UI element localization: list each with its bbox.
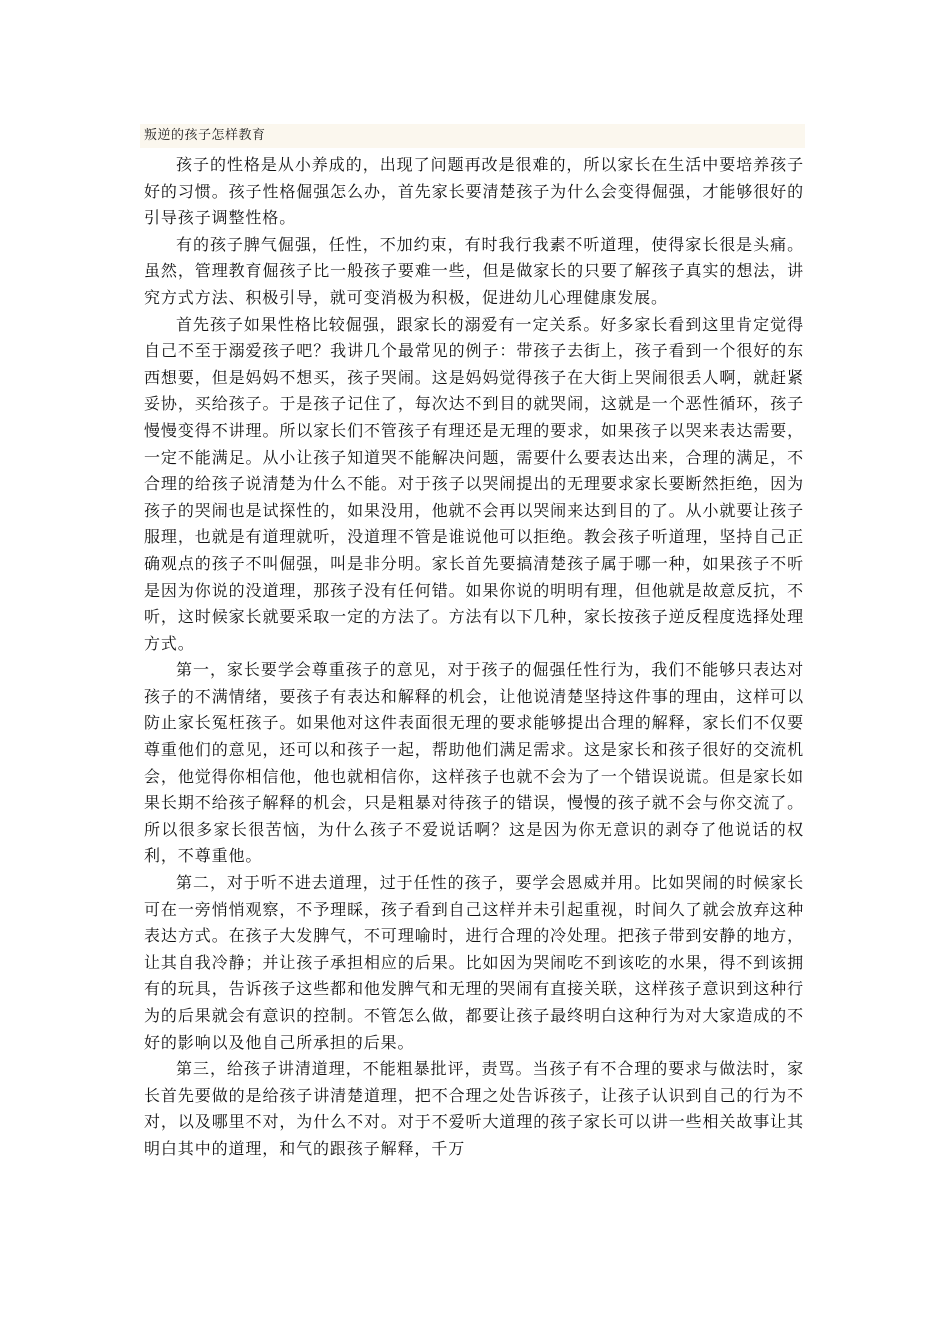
paragraph-method-three: 第三，给孩子讲清道理，不能粗暴批评，责骂。当孩子有不合理的要求与做法时，家长首先要做的是给孩子讲清楚道理，把不合理之处告诉孩子，让孩子认识到自己的行为不对，以及哪里不对，为什么不对。对于不爱听大道理的孩子家长可以讲一些相关故事让其明白其中的道理，和气的跟孩子解释，千万 xyxy=(144,1059,804,1158)
document-body xyxy=(144,152,804,1163)
paragraph-method-one: 第一，家长要学会尊重孩子的意见，对于孩子的倔强任性行为，我们不能够只表达对孩子的不满情绪，要孩子有表达和解释的机会，让他说清楚坚持这件事的理由，这样可以防止家长冤枉孩子。如果他对这件表面很无理的要求能够提出合理的解释，家长们不仅要尊重他们的意见，还可以和孩子一起，帮助他们满足需求。这是家长和孩子很好的交流机会，他觉得你相信他，他也就相信你，这样孩子也就不会为了一个错误说谎。但是家长如果长期不给孩子解释的机会，只是粗暴对待孩子的错误，慢慢的孩子就不会与你交流了。所以很多家长很苦恼，为什么孩子不爱说话啊？这是因为你无意识的剥夺了他说话的权利，不尊重他。 xyxy=(144,660,804,866)
document-title: 叛逆的孩子怎样教育 xyxy=(144,128,266,143)
paragraph-method-two: 第二，对于听不进去道理，过于任性的孩子，要学会恩威并用。比如哭闹的时候家长可在一旁悄悄观察，不予理睬，孩子看到自己这样并未引起重视，时间久了就会放弃这种表达方式。在孩子大发脾气，不可理喻时，进行合理的冷处理。把孩子带到安静的地方，让其自我冷静；并让孩子承担相应的后果。比如因为哭闹吃不到该吃的水果，得不到该拥有的玩具，告诉孩子这些都和他发脾气和无理的哭闹有直接关联，这样孩子意识到这种行为的后果就会有意识的控制。不管怎么做，都要让孩子最终明白这种行为对大家造成的不好的影响以及他自己所承担的后果。 xyxy=(144,873,804,1052)
paragraph-stubborn-children: 有的孩子脾气倔强，任性，不加约束，有时我行我素不听道理，使得家长很是头痛。虽然，管理教育倔孩子比一般孩子要难一些，但是做家长的只要了解孩子真实的想法，讲究方式方法、积极引导，就可变消极为积极，促进幼儿心理健康发展。 xyxy=(144,234,804,307)
paragraph-doting-cause: 首先孩子如果性格比较倔强，跟家长的溺爱有一定关系。好多家长看到这里肯定觉得自己不至于溺爱孩子吧？我讲几个最常见的例子：带孩子去街上，孩子看到一个很好的东西想要，但是妈妈不想买，孩子哭闹。这是妈妈觉得孩子在大街上哭闹很丢人啊，就赶紧妥协，买给孩子。于是孩子记住了，每次达不到目的就哭闹，这就是一个恶性循环，孩子慢慢变得不讲理。所以家长们不管孩子有理还是无理的要求，如果孩子以哭来表达需要，一定不能满足。从小让孩子知道哭不能解决问题，需要什么要表达出来，合理的满足，不合理的给孩子说清楚为什么不能。对于孩子以哭闹提出的无理要求家长要断然拒绝，因为孩子的哭闹也是试探性的，如果没用，他就不会再以哭闹来达到目的了。从小就要让孩子服理，也就是有道理就听，没道理不管是谁说他可以拒绝。教会孩子听道理，坚持自己正确观点的孩子不叫倔强，叫是非分明。家长首先要搞清楚孩子属于哪一种，如果孩子不听是因为你说的没道理，那孩子没有任何错。如果你说的明明有理，但他就是故意反抗，不听，这时候家长就要采取一定的方法了。方法有以下几种，家长按孩子逆反程度选择处理方式。 xyxy=(144,314,804,653)
paragraph-intro: 孩子的性格是从小养成的，出现了问题再改是很难的，所以家长在生活中要培养孩子好的习惯。孩子性格倔强怎么办，首先家长要清楚孩子为什么会变得倔强，才能够很好的引导孩子调整性格。 xyxy=(144,155,804,228)
